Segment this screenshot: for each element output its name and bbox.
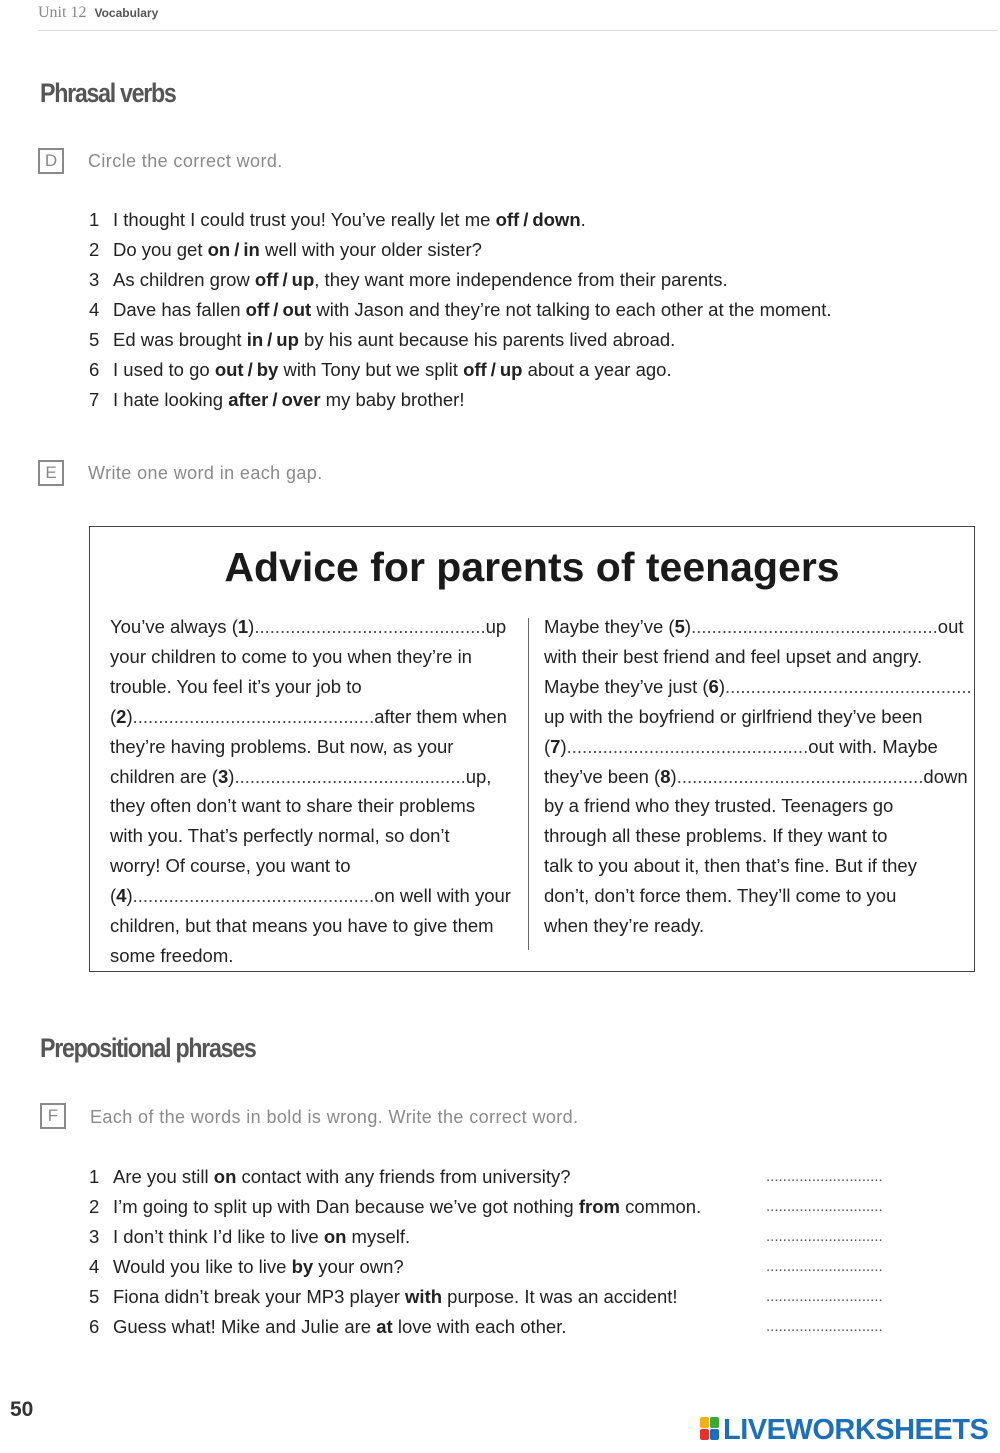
- text-run: with their best friend and feel upset and angry.: [544, 645, 923, 667]
- text-run: ): [126, 705, 133, 727]
- text-run: ): [248, 616, 255, 637]
- text-run: purpose. It was an accident!: [442, 1286, 678, 1307]
- gap-dots[interactable]: .............................................: [234, 765, 466, 787]
- slash: /: [282, 269, 288, 290]
- text-run: common.: [620, 1196, 702, 1217]
- text-run: about a year ago.: [522, 359, 672, 380]
- exercise-e-instruction: Write one word in each gap.: [88, 463, 323, 483]
- item-number: 6: [89, 359, 100, 380]
- bold-word[interactable]: up: [499, 359, 523, 380]
- text-line: [110, 791, 510, 821]
- text-line: [110, 612, 510, 642]
- text-run: up,: [465, 765, 492, 787]
- answer-line[interactable]: ............................: [766, 1318, 883, 1335]
- text-run: I used to go: [113, 359, 215, 380]
- bold-word[interactable]: 8: [660, 765, 671, 787]
- page-number: 50: [10, 1398, 34, 1421]
- gap-dots[interactable]: .............................................: [254, 616, 486, 637]
- bold-word[interactable]: in: [246, 329, 264, 350]
- header-divider: [38, 30, 998, 31]
- item-number: 2: [89, 1196, 100, 1217]
- text-run: worry! Of course, you want to: [110, 855, 351, 877]
- slash: /: [234, 239, 240, 260]
- gap-dots[interactable]: ...............................................: [132, 705, 375, 727]
- text-line: [110, 911, 510, 941]
- gap-dots[interactable]: ...............................................: [566, 735, 809, 757]
- text-run: with Jason and they’re not talking to each other at the moment.: [311, 299, 832, 320]
- exercise-f-badge: F: [40, 1103, 66, 1129]
- bold-word[interactable]: with: [405, 1286, 443, 1307]
- text-run: Maybe they’ve just (: [544, 675, 709, 697]
- gap-dots[interactable]: ................................................: [724, 675, 972, 697]
- text-line: [544, 672, 972, 702]
- bold-word[interactable]: on: [213, 1166, 237, 1187]
- answer-line[interactable]: ............................: [766, 1198, 883, 1215]
- exercise-f-instruction: Each of the words in bold is wrong. Write the correct word.: [90, 1107, 579, 1127]
- item-number: 3: [89, 269, 100, 290]
- text-run: up with the boyfriend or girlfriend they’ve been: [544, 705, 923, 727]
- unit-label: Unit 12: [38, 4, 87, 21]
- text-run: Maybe they’ve (: [544, 616, 675, 637]
- text-line: [110, 732, 510, 762]
- text-run: Fiona didn’t break your MP3 player: [113, 1286, 406, 1307]
- slash: /: [267, 329, 273, 350]
- text-run: contact with any friends from university?: [236, 1166, 571, 1187]
- exercise-d-item: [89, 355, 832, 385]
- item-number: 6: [89, 1316, 100, 1337]
- text-line: [544, 911, 956, 941]
- text-line: [110, 941, 510, 971]
- text-run: they’ve been (: [544, 765, 661, 787]
- text-run: Ed was brought: [113, 329, 247, 350]
- text-run: don’t, don’t force them. They’ll come to you: [544, 885, 897, 907]
- text-run: Would you like to live: [113, 1256, 292, 1277]
- gap-dots[interactable]: ................................................: [691, 616, 938, 637]
- slash: /: [523, 209, 529, 230]
- exercise-d-item: [89, 385, 832, 415]
- text-line: [544, 642, 956, 672]
- text-run: .: [580, 209, 586, 230]
- text-line: [110, 702, 510, 732]
- text-line: [110, 851, 510, 881]
- bold-word[interactable]: out: [214, 359, 244, 380]
- bold-word[interactable]: 7: [550, 735, 561, 757]
- text-run: I hate looking: [113, 389, 229, 410]
- text-line: [544, 732, 956, 762]
- bold-word[interactable]: 3: [217, 765, 229, 787]
- slash: /: [272, 389, 278, 410]
- slash: /: [273, 299, 279, 320]
- bold-word[interactable]: down: [532, 209, 581, 230]
- text-run: out with. Maybe: [808, 735, 938, 757]
- bold-word[interactable]: from: [578, 1196, 620, 1217]
- bold-word[interactable]: off: [254, 269, 279, 290]
- text-run: Guess what! Mike and Julie are: [113, 1316, 377, 1337]
- text-run: (: [110, 885, 117, 907]
- text-run: I thought I could trust you! You’ve really let me: [113, 209, 496, 230]
- bold-word[interactable]: at: [376, 1316, 393, 1337]
- gap-dots[interactable]: ................................................: [676, 765, 924, 787]
- text-run: down: [923, 765, 968, 787]
- text-column-right: [544, 612, 972, 941]
- text-run: You’ve always (: [110, 616, 238, 637]
- text-line: [544, 702, 956, 732]
- exercise-f-item: [89, 1312, 889, 1342]
- text-run: with you. That’s perfectly normal, so don’t: [110, 825, 450, 847]
- text-run: ): [228, 765, 235, 787]
- item-number: 4: [89, 299, 100, 320]
- bold-word[interactable]: up: [291, 269, 315, 290]
- page-header: [38, 4, 158, 22]
- text-run: your children to come to you when they’re in: [110, 645, 472, 667]
- text-run: through all these problems. If they want to: [544, 825, 888, 847]
- text-run: by a friend who they trusted. Teenagers go: [544, 795, 894, 817]
- bold-word[interactable]: 4: [116, 885, 127, 907]
- text-run: when they’re ready.: [544, 915, 705, 937]
- bold-word[interactable]: 6: [708, 675, 719, 697]
- exercise-e-badge: E: [38, 460, 64, 486]
- text-run: ): [718, 675, 725, 697]
- text-line: [110, 642, 510, 672]
- bold-word[interactable]: off: [463, 359, 487, 380]
- text-run: well with your older sister?: [259, 239, 482, 260]
- text-run: by his aunt because his parents lived abroad.: [298, 329, 676, 350]
- text-run: I’m going to split up with Dan because we’ve got nothing: [113, 1196, 579, 1217]
- slash: /: [490, 359, 496, 380]
- exercise-f-item: [89, 1192, 889, 1222]
- answer-line[interactable]: ............................: [766, 1168, 883, 1185]
- text-run: out: [937, 616, 964, 637]
- answer-line[interactable]: ............................: [766, 1288, 883, 1305]
- bold-word[interactable]: 2: [116, 705, 127, 727]
- text-run: ): [670, 765, 677, 787]
- text-run: , they want more independence from their parents.: [314, 269, 728, 290]
- exercise-d-instruction: Circle the correct word.: [88, 151, 283, 171]
- text-run: they often don’t want to share their problems: [110, 795, 476, 817]
- answer-line[interactable]: ............................: [766, 1258, 883, 1275]
- text-run: love with each other.: [392, 1316, 567, 1337]
- text-column-left: [110, 612, 510, 971]
- text-line: [544, 881, 956, 911]
- exercise-d-item: [89, 265, 832, 295]
- bold-word[interactable]: over: [281, 389, 321, 410]
- item-number: 5: [89, 1286, 100, 1307]
- slash: /: [247, 359, 253, 380]
- text-run: with Tony but we split: [278, 359, 464, 380]
- bold-word[interactable]: 5: [674, 616, 685, 637]
- item-number: 7: [89, 389, 100, 410]
- exercise-d-item: [89, 295, 832, 325]
- text-run: (: [544, 735, 551, 757]
- exercise-f-item: [89, 1282, 889, 1312]
- text-run: they’re having problems. But now, as your: [110, 735, 454, 757]
- gap-dots[interactable]: ...............................................: [132, 885, 375, 907]
- text-run: Are you still: [113, 1166, 214, 1187]
- text-run: children are (: [110, 765, 218, 787]
- bold-word[interactable]: in: [243, 239, 260, 260]
- text-run: my baby brother!: [320, 389, 465, 410]
- bold-word[interactable]: 1: [237, 616, 249, 637]
- prepositional-phrases-heading: Prepositional phrases: [40, 1033, 256, 1063]
- bold-word[interactable]: on: [323, 1226, 347, 1247]
- item-number: 1: [89, 1166, 100, 1187]
- liveworksheets-logo: [700, 1414, 988, 1447]
- text-run: Dave has fallen: [113, 299, 246, 320]
- text-line: [110, 881, 510, 911]
- bold-word[interactable]: by: [256, 359, 279, 380]
- text-run: ): [126, 885, 133, 907]
- text-run: Do you get: [113, 239, 208, 260]
- exercise-f-item: [89, 1162, 889, 1192]
- text-line: [544, 821, 956, 851]
- exercise-d-item: [89, 235, 832, 265]
- bold-word[interactable]: off: [495, 209, 520, 230]
- text-line: [544, 762, 968, 792]
- text-line: [544, 791, 956, 821]
- item-number: 2: [89, 239, 100, 260]
- exercise-f-item: [89, 1222, 889, 1252]
- exercise-d-item: [89, 205, 832, 235]
- text-run: ): [684, 616, 692, 637]
- exercise-f-item: [89, 1252, 889, 1282]
- text-line: [544, 851, 956, 881]
- item-number: 1: [89, 209, 100, 230]
- text-line: [110, 821, 510, 851]
- item-number: 3: [89, 1226, 100, 1247]
- bold-word[interactable]: off: [245, 299, 270, 320]
- section-label: Vocabulary: [94, 6, 159, 20]
- text-run: ): [560, 735, 567, 757]
- bold-word[interactable]: after: [228, 389, 269, 410]
- text-run: after them when: [374, 705, 507, 727]
- text-line: [110, 672, 510, 702]
- column-divider: [528, 618, 529, 950]
- answer-line[interactable]: ............................: [766, 1228, 883, 1245]
- text-run: trouble. You feel it’s your job to: [110, 675, 362, 697]
- text-run: children, but that means you have to give them: [110, 915, 494, 937]
- text-line: [110, 762, 510, 792]
- text-run: I don’t think I’d like to live: [113, 1226, 324, 1247]
- phrasal-verbs-heading: Phrasal verbs: [40, 78, 176, 108]
- exercise-f-list: [89, 1162, 889, 1342]
- text-run: As children grow: [113, 269, 255, 290]
- item-number: 5: [89, 329, 100, 350]
- text-title: Advice for parents of teenagers: [224, 544, 840, 590]
- exercise-d-item: [89, 325, 832, 355]
- logo-text: LIVEWORKSHEETS: [723, 1414, 989, 1446]
- bold-word[interactable]: up: [276, 329, 299, 350]
- text-line: [544, 612, 964, 642]
- bold-word[interactable]: by: [291, 1256, 314, 1277]
- exercise-d-list: [89, 205, 832, 415]
- logo-icon: [700, 1417, 720, 1441]
- bold-word[interactable]: on: [207, 239, 231, 260]
- text-run: your own?: [313, 1256, 404, 1277]
- bold-word[interactable]: out: [282, 299, 312, 320]
- text-run: on well with your: [374, 885, 511, 907]
- text-run: talk to you about it, then that’s fine. But if they: [544, 855, 917, 877]
- text-run: some freedom.: [110, 944, 234, 966]
- exercise-d-badge: D: [38, 148, 64, 174]
- text-run: up: [485, 616, 507, 637]
- text-run: myself.: [346, 1226, 411, 1247]
- text-run: (: [110, 705, 117, 727]
- item-number: 4: [89, 1256, 100, 1277]
